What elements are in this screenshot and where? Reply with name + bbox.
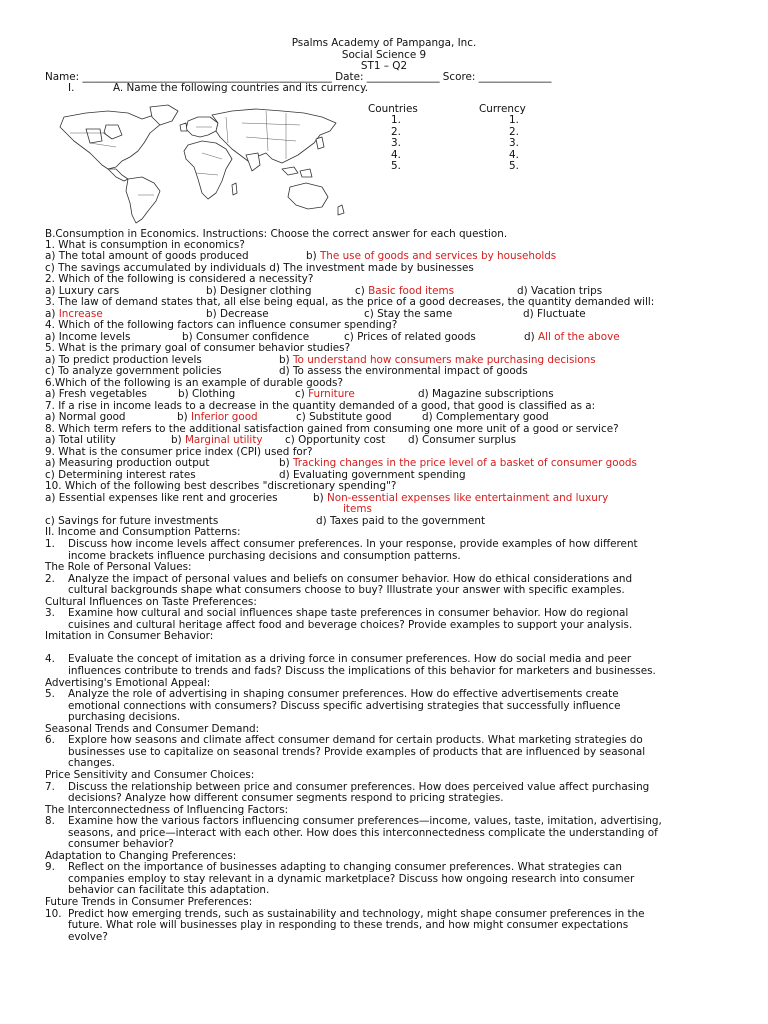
q10-option-c: c) Savings for future investments: [45, 515, 219, 527]
essay-question-text: Discuss how income levels affect consumer preferences. In your response, provide examples of how different: [68, 538, 638, 550]
country-number: 3.: [391, 137, 401, 149]
q4-correct-answer: All of the above: [537, 331, 620, 343]
q8-option-b: b) Marginal utility: [171, 434, 263, 446]
essay-question-number: 6.: [45, 734, 55, 746]
essay-question-text: Discuss the relationship between price and consumer preferences. How does perceived value affect purchasing: [68, 781, 650, 793]
essay-question-text: behavior can facilitate this adaptation.: [68, 884, 270, 896]
q5-option-c: c) To analyze government policies: [45, 365, 222, 377]
section-heading: Advertising's Emotional Appeal:: [45, 677, 211, 689]
part-two-title: II. Income and Consumption Patterns:: [45, 526, 241, 538]
section-heading: Cultural Influences on Taste Preferences:: [45, 596, 257, 608]
q2-option-b: b) Designer clothing: [206, 285, 312, 297]
q6-option-b: b) Clothing: [178, 388, 236, 400]
q3-option-a: a) Increase: [45, 308, 103, 320]
section-heading: The Role of Personal Values:: [45, 561, 192, 573]
essay-question-text: influences contribute to trends and fads? Discuss the implications of this behavior for marketers and businesses.: [68, 665, 656, 677]
question-7: 7. If a rise in income leads to a decrease in the quantity demanded of a good, that good is classified as a:: [45, 400, 596, 412]
q3-option-b: b) Decrease: [206, 308, 269, 320]
q9-option-a: a) Measuring production output: [45, 457, 210, 469]
subject-title: Social Science 9: [341, 49, 427, 61]
essay-question-text: cultural backgrounds shape what consumers choose to buy? Illustrate your answer with specific examples.: [68, 584, 625, 596]
q10-option-d: d) Taxes paid to the government: [316, 515, 486, 527]
q2-option-d: d) Vacation trips: [517, 285, 603, 297]
country-number: 2.: [391, 126, 401, 138]
question-10: 10. Which of the following best describes "discretionary spending"?: [45, 480, 397, 492]
essay-question-text: Analyze the impact of personal values and beliefs on consumer behavior. How do ethical considerations and: [68, 573, 633, 585]
school-name: Psalms Academy of Pampanga, Inc.: [291, 37, 477, 49]
currency-number: 1.: [509, 114, 519, 126]
essay-question-text: businesses use to capitalize on seasonal trends? Provide examples of products that are influenced by seasonal: [68, 746, 646, 758]
essay-question-text: changes.: [68, 757, 115, 769]
q4-option-a: a) Income levels: [45, 331, 131, 343]
section-heading: Price Sensitivity and Consumer Choices:: [45, 769, 255, 781]
essay-question-number: 1.: [45, 538, 55, 550]
essay-question-number: 10.: [45, 908, 62, 920]
world-map-outline-icon: [46, 103, 354, 225]
q5-option-d: d) To assess the environmental impact of goods: [279, 365, 528, 377]
essay-question-text: decisions? Analyze how different consumer segments respond to pricing strategies.: [68, 792, 504, 804]
section-heading: Adaptation to Changing Preferences:: [45, 850, 237, 862]
question-2: 2. Which of the following is considered a necessity?: [45, 273, 314, 285]
essay-question-number: 2.: [45, 573, 55, 585]
currency-header: Currency: [479, 103, 526, 115]
essay-question-text: Analyze the role of advertising in shaping consumer preferences. How do effective advertisements create: [68, 688, 619, 700]
question-1: 1. What is consumption in economics?: [45, 239, 245, 251]
essay-question-text: consumer behavior?: [68, 838, 174, 850]
countries-header: Countries: [368, 103, 418, 115]
question-4: 4. Which of the following factors can influence consumer spending?: [45, 319, 398, 331]
part-b-instructions: B.Consumption in Economics. Instructions: Choose the correct answer for each question.: [45, 228, 508, 240]
q3-correct-answer: Increase: [58, 308, 103, 320]
q1-options-cd: c) The savings accumulated by individuals d) The investment made by businesses: [45, 262, 474, 274]
essay-question-text: emotional connections with consumers? Discuss specific advertising strategies that successfully influence: [68, 700, 621, 712]
q8-option-c: c) Opportunity cost: [285, 434, 386, 446]
q5-correct-answer: To understand how consumers make purchasing decisions: [292, 354, 596, 366]
q9-option-d: d) Evaluating government spending: [279, 469, 466, 481]
q6-option-c: c) Furniture: [295, 388, 355, 400]
q8-option-a: a) Total utility: [45, 434, 116, 446]
essay-question-text: Examine how cultural and social influences shape taste preferences in consumer behavior. How do regional: [68, 607, 629, 619]
part-one-instruction: A. Name the following countries and its currency.: [113, 82, 369, 94]
essay-question-text: Predict how emerging trends, such as sustainability and technology, might shape consumer preferences in the: [68, 908, 645, 920]
q8-correct-answer: Marginal utility: [184, 434, 263, 446]
test-code: ST1 – Q2: [360, 60, 408, 72]
q3-option-d: d) Fluctuate: [523, 308, 586, 320]
country-number: 4.: [391, 149, 401, 161]
q8-option-d: d) Consumer surplus: [408, 434, 516, 446]
essay-question-text: evolve?: [68, 931, 108, 943]
country-number: 5.: [391, 160, 401, 172]
q2-option-c: c) Basic food items: [355, 285, 455, 297]
essay-question-number: 9.: [45, 861, 55, 873]
essay-question-text: purchasing decisions.: [68, 711, 181, 723]
q4-option-b: b) Consumer confidence: [182, 331, 310, 343]
q6-option-a: a) Fresh vegetables: [45, 388, 147, 400]
q5-option-a: a) To predict production levels: [45, 354, 202, 366]
q2-correct-answer: Basic food items: [368, 285, 455, 297]
q10-correct-answer: Non-essential expenses like entertainment and luxury: [326, 492, 609, 504]
essay-question-number: 4.: [45, 653, 55, 665]
question-3: 3. The law of demand states that, all else being equal, as the price of a good decreases, the quantity demanded will:: [45, 296, 655, 308]
essay-question-number: 7.: [45, 781, 55, 793]
q10-option-b: b) Non-essential expenses like entertainment and luxury: [313, 492, 609, 504]
q2-option-a: a) Luxury cars: [45, 285, 120, 297]
question-9: 9. What is the consumer price index (CPI) used for?: [45, 446, 313, 458]
q7-option-c: c) Substitute good: [296, 411, 392, 423]
q1-option-a: a) The total amount of goods produced: [45, 250, 249, 262]
country-number: 1.: [391, 114, 401, 126]
essay-question-text: companies employ to stay relevant in a dynamic marketplace? Discuss how ongoing research into consumer: [68, 873, 635, 885]
essay-question-number: 5.: [45, 688, 55, 700]
name-date-score-line: Name: ________________________________________________ Date: ______________ Score: ______________: [45, 71, 552, 83]
q7-correct-answer: Inferior good: [190, 411, 258, 423]
q9-option-b: b) Tracking changes in the price level of a basket of consumer goods: [279, 457, 637, 469]
section-heading: The Interconnectedness of Influencing Factors:: [45, 804, 289, 816]
q9-correct-answer: Tracking changes in the price level of a basket of consumer goods: [292, 457, 637, 469]
q1-correct-answer: The use of goods and services by households: [319, 250, 557, 262]
currency-number: 3.: [509, 137, 519, 149]
essay-question-text: future. What role will businesses play in responding to these trends, and how might consumer expectations: [68, 919, 629, 931]
q6-option-d: d) Magazine subscriptions: [418, 388, 554, 400]
q7-option-b: b) Inferior good: [177, 411, 258, 423]
q10-correct-answer-continued: items: [343, 503, 372, 515]
q5-option-b: b) To understand how consumers make purchasing decisions: [279, 354, 596, 366]
section-heading: Imitation in Consumer Behavior:: [45, 630, 214, 642]
question-6: 6.Which of the following is an example of durable goods?: [45, 377, 343, 389]
q7-option-a: a) Normal good: [45, 411, 126, 423]
currency-number: 5.: [509, 160, 519, 172]
essay-question-text: seasons, and price—interact with each other. How does this interconnectedness complicate the understanding of: [68, 827, 658, 839]
essay-question-number: 8.: [45, 815, 55, 827]
essay-question-text: cuisines and cultural heritage affect food and beverage choices? Provide examples to support your analysis.: [68, 619, 633, 631]
q4-option-d: d) All of the above: [524, 331, 620, 343]
essay-question-text: Evaluate the concept of imitation as a driving force in consumer preferences. How do social media and peer: [68, 653, 632, 665]
q7-option-d: d) Complementary good: [422, 411, 549, 423]
currency-number: 4.: [509, 149, 519, 161]
question-8: 8. Which term refers to the additional satisfaction gained from consuming one more unit of a good or service?: [45, 423, 619, 435]
essay-question-text: Examine how the various factors influencing consumer preferences—income, values, taste, imitation, advertising,: [68, 815, 662, 827]
question-5: 5. What is the primary goal of consumer behavior studies?: [45, 342, 351, 354]
essay-question-text: Explore how seasons and climate affect consumer demand for certain products. What marketing strategies do: [68, 734, 643, 746]
section-heading: Seasonal Trends and Consumer Demand:: [45, 723, 260, 735]
essay-question-text: income brackets influence purchasing decisions and consumption patterns.: [68, 550, 461, 562]
q1-option-b: b) The use of goods and services by households: [306, 250, 557, 262]
essay-question-number: 3.: [45, 607, 55, 619]
q9-option-c: c) Determining interest rates: [45, 469, 196, 481]
q4-option-c: c) Prices of related goods: [344, 331, 476, 343]
section-heading: Future Trends in Consumer Preferences:: [45, 896, 253, 908]
q3-option-c: c) Stay the same: [364, 308, 453, 320]
q10-option-a: a) Essential expenses like rent and groceries: [45, 492, 278, 504]
essay-question-text: Reflect on the importance of businesses adapting to changing consumer preferences. What strategies can: [68, 861, 622, 873]
q6-correct-answer: Furniture: [308, 388, 355, 400]
part-one-numeral: I.: [68, 82, 75, 94]
currency-number: 2.: [509, 126, 519, 138]
